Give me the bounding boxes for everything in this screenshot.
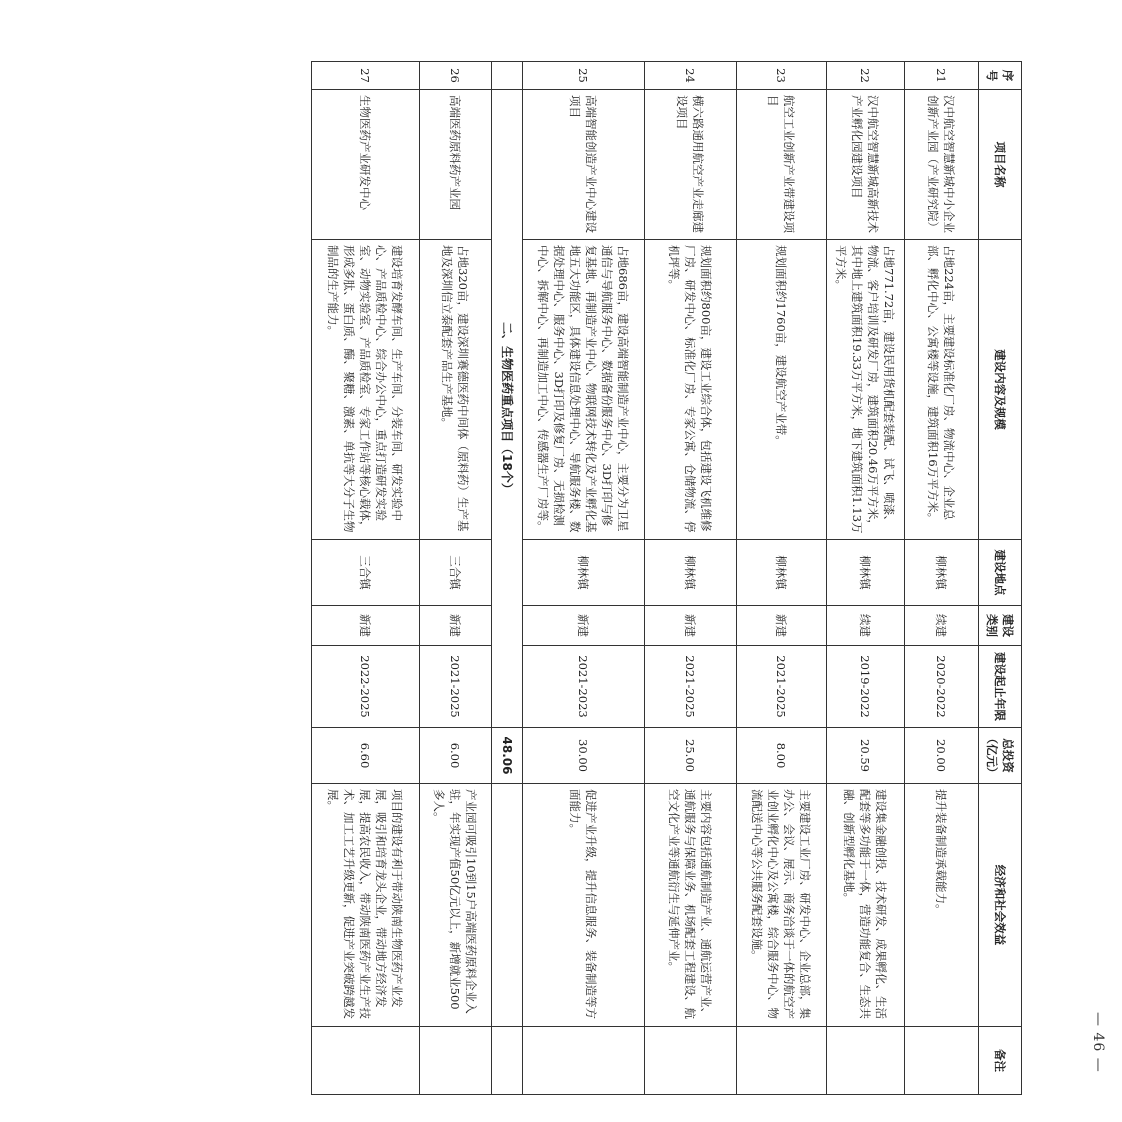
cell-invest: 20.00 [905, 728, 979, 784]
cell-content: 占地686亩，建设高端智能制造产业中心，主要分为卫星通信与导航服务中心、数据备份服务中心、3D打印与修复基地、再制造产业中心、物联网技术转化及产业孵化基地五大功能区，具体建设信息处理中心、导航服务楼、数据处理中心、服务中心、3D打印及修复厂房、无损检测中心、拆解中心、再制造加工中心、传感器生产厂房等。 [523, 240, 645, 540]
cell-name: 汉中航空智慧新城中小企业创新产业园（产业研究院） [905, 90, 979, 240]
cell-invest: 6.00 [420, 728, 492, 784]
cell-content: 规划面积约800亩，建设工业综合体，包括建设飞机维修厂房、研发中心、标准化厂房、专家公寓、仓储物流、停机坪等。 [645, 240, 737, 540]
table-row [827, 62, 905, 1095]
cell-invest: 25.00 [645, 728, 737, 784]
cell-note [523, 1027, 645, 1095]
cell-benefit: 建设集金融创投、技术研发、成果孵化、生活配套等多功能于一体，营造功能复合、生态共融、创新型孵化基地。 [827, 784, 905, 1027]
cell-benefit: 主要建设工业厂房、研发中心、企业总部，集办公、会议、展示、商务洽谈于一体的航空产业创业孵化中心及公寓楼，综合服务中心、物流配送中心等公共服务配套设施。 [737, 784, 827, 1027]
cell-note [312, 1027, 420, 1095]
cell-period: 2021-2025 [420, 646, 492, 728]
cell-seq: 24 [645, 62, 737, 90]
cell-name: 汉中航空智慧新城高新技术产业孵化园建设项目 [827, 90, 905, 240]
header-content: 建设内容及规模 [979, 240, 1022, 540]
header-location: 建设地点 [979, 540, 1022, 606]
cell-location: 三合镇 [420, 540, 492, 606]
table-row [312, 62, 420, 1095]
cell-type: 新建 [420, 606, 492, 646]
header-period: 建设起止年限 [979, 646, 1022, 728]
cell-name: 航空工业创新产业带建设项目 [737, 90, 827, 240]
table-row [645, 62, 737, 1095]
page-number: — 46 — [1090, 1012, 1106, 1073]
cell-name: 横六路通用航空产业走廊建设项目 [645, 90, 737, 240]
project-table [311, 61, 1022, 1095]
cell-name: 高端医药原料药产业园 [420, 90, 492, 240]
section-total: 48.06 [492, 728, 523, 784]
cell-period: 2021-2025 [645, 646, 737, 728]
header-invest: 总投资（亿元） [979, 728, 1022, 784]
cell-location: 柳林镇 [523, 540, 645, 606]
cell-period: 2021-2023 [523, 646, 645, 728]
header-type: 建设类别 [979, 606, 1022, 646]
cell-benefit: 提升装备制造承载能力。 [905, 784, 979, 1027]
cell-type: 续建 [827, 606, 905, 646]
section-seq-cell [492, 62, 523, 90]
cell-name: 高端智能创造产业中心建设项目 [523, 90, 645, 240]
rotated-landscape-sheet [326, 0, 1122, 1122]
cell-location: 柳林镇 [905, 540, 979, 606]
cell-benefit: 主要内容包括通航制造产业、通航运营产业、通航服务与保障业务、机场配套工程建设、航空文化产业等通航衍生与延伸产业。 [645, 784, 737, 1027]
header-name: 项目名称 [979, 90, 1022, 240]
cell-invest: 8.00 [737, 728, 827, 784]
section-row [492, 62, 523, 1095]
table-row [737, 62, 827, 1095]
cell-seq: 21 [905, 62, 979, 90]
cell-invest: 20.59 [827, 728, 905, 784]
section-title: 二、生物医药重点项目（18个） [492, 90, 523, 728]
cell-invest: 30.00 [523, 728, 645, 784]
header-seq: 序号 [979, 62, 1022, 90]
cell-location: 三合镇 [312, 540, 420, 606]
cell-location: 柳林镇 [827, 540, 905, 606]
header-benefit: 经济和社会效益 [979, 784, 1022, 1027]
cell-note [737, 1027, 827, 1095]
cell-benefit: 产业园可吸引10到15户高端医药原料企业入驻，年实现产值50亿元以上，新增就业500多人。 [420, 784, 492, 1027]
section-note-cell [492, 1027, 523, 1095]
table-row [420, 62, 492, 1095]
cell-location: 柳林镇 [737, 540, 827, 606]
cell-seq: 22 [827, 62, 905, 90]
section-benefit-cell [492, 784, 523, 1027]
cell-content: 规划面积约1760亩，建设航空产业带。 [737, 240, 827, 540]
cell-seq: 23 [737, 62, 827, 90]
cell-content: 建设培育发酵车间、生产车间、分装车间、研发实验中心、产品质检中心、综合办公中心，重点打造研发实验室、动物实验室、产品质检室、专家工作站等核心载体，形成多肽、蛋白质、酶、聚糖、激素、单抗等大分子生物制品的生产能力。 [312, 240, 420, 540]
cell-period: 2022-2025 [312, 646, 420, 728]
cell-benefit: 项目的建设有利于带动陕南生物医药产业发展，吸引和培育龙头企业，带动地方经济发展，提高农民收入，带动陕南医药产业生产技术、加工工艺升级更新，促进产业突破跨越发展。 [312, 784, 420, 1027]
table-header-row [979, 62, 1022, 1095]
cell-location: 柳林镇 [645, 540, 737, 606]
cell-period: 2020-2022 [905, 646, 979, 728]
cell-type: 新建 [312, 606, 420, 646]
cell-note [645, 1027, 737, 1095]
cell-seq: 27 [312, 62, 420, 90]
cell-seq: 26 [420, 62, 492, 90]
cell-note [420, 1027, 492, 1095]
table-row [523, 62, 645, 1095]
table-row [905, 62, 979, 1095]
cell-type: 续建 [905, 606, 979, 646]
cell-note [905, 1027, 979, 1095]
cell-type: 新建 [645, 606, 737, 646]
cell-benefit: 促进产业升级，提升信息服务、装备制造等方面能力。 [523, 784, 645, 1027]
cell-period: 2021-2025 [737, 646, 827, 728]
cell-name: 生物医药产业研发中心 [312, 90, 420, 240]
cell-period: 2019-2022 [827, 646, 905, 728]
cell-invest: 6.60 [312, 728, 420, 784]
cell-type: 新建 [737, 606, 827, 646]
cell-content: 占地224亩，主要建设标准化厂房、物流中心、企业总部、孵化中心、公寓楼等设施，建筑面积16万平方米。 [905, 240, 979, 540]
cell-type: 新建 [523, 606, 645, 646]
cell-seq: 25 [523, 62, 645, 90]
cell-content: 占地320亩，建设深圳赛德医药中间体（原料药）生产基地及深圳信立泰配套产品生产基地。 [420, 240, 492, 540]
cell-note [827, 1027, 905, 1095]
cell-content: 占地771.72亩，建设民用货机配套装配、试飞、喷漆、物流、客户培训及研发厂房，建筑面积20.46万平方米，其中地上建筑面积19.33万平方米，地下建筑面积1.13万平方米。 [827, 240, 905, 540]
header-note: 备注 [979, 1027, 1022, 1095]
